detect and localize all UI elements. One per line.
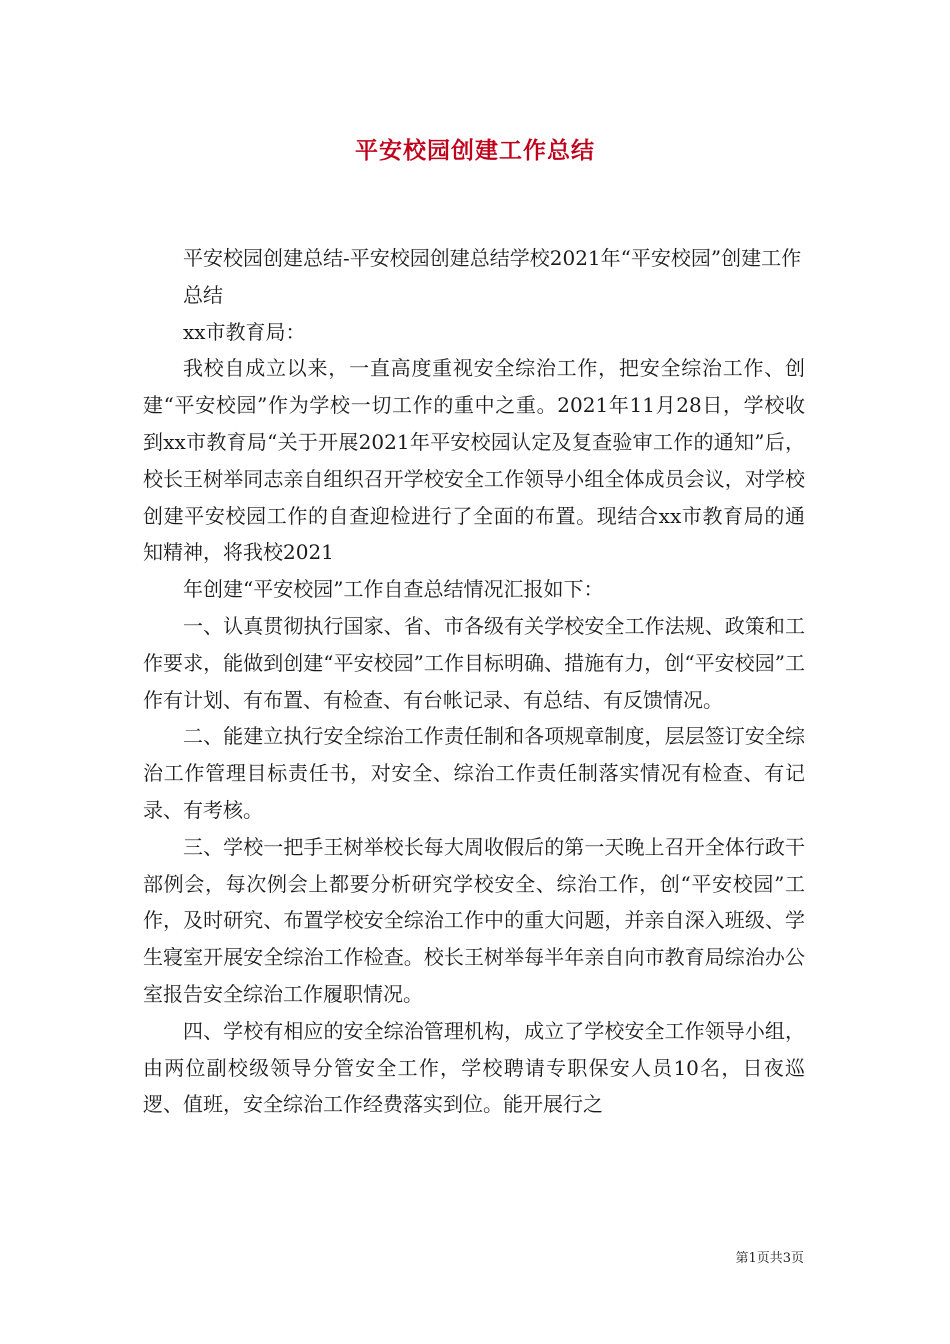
paragraph-item-4: 四、学校有相应的安全综治管理机构，成立了学校安全工作领导小组，由两位副校级领导分管安全工作，学校聘请专职保安人员10名，日夜巡逻、值班，安全综治工作经费落实到位。能开展行之 — [143, 1018, 805, 1117]
paragraph-salutation: xx市教育局： — [183, 319, 306, 344]
paragraph-item-1: 一、认真贯彻执行国家、省、市各级有关学校安全工作法规、政策和工作要求，能做到创建“平安校园”工作目标明确、措施有力，创“平安校园”工作有计划、有布置、有检查、有台帐记录、有总结、有反馈情况。 — [143, 613, 805, 712]
paragraph-report-intro: 年创建“平安校园”工作自查总结情况汇报如下： — [183, 577, 604, 602]
document-body — [143, 240, 805, 1123]
paragraph-item-3: 三、学校一把手王树举校长每大周收假后的第一天晚上召开全体行政干部例会，每次例会上都要分析研究学校安全、综治工作，创“平安校园”工作，及时研究、布置学校安全综治工作中的重大问题，并亲自深入班级、学生寝室开展安全综治工作检查。校长王树举每半年亲自向市教育局综治办公室报告安全综治工作履职情况。 — [143, 834, 805, 1006]
paragraph-overview: 我校自成立以来，一直高度重视安全综治工作，把安全综治工作、创建“平安校园”作为学校一切工作的重中之重。2021年11月28日，学校收到xx市教育局“关于开展2021年平安校园认定及复查验审工作的通知”后，校长王树举同志亲自组织召开学校安全工作领导小组全体成员会议，对学校创建平安校园工作的自查迎检进行了全面的布置。现结合xx市教育局的通知精神，将我校2021 — [143, 356, 805, 565]
page-number-footer: 第1页共3页 — [735, 1251, 804, 1266]
document-title: 平安校园创建工作总结 — [355, 137, 595, 164]
paragraph-summary-label: 总结 — [183, 282, 223, 307]
paragraph-intro: 平安校园创建总结-平安校园创建总结学校2021年“平安校园”创建工作 — [183, 246, 802, 270]
paragraph-item-2: 二、能建立执行安全综治工作责任制和各项规章制度，层层签订安全综治工作管理目标责任书，对安全、综治工作责任制落实情况有检查、有记录、有考核。 — [143, 724, 805, 822]
